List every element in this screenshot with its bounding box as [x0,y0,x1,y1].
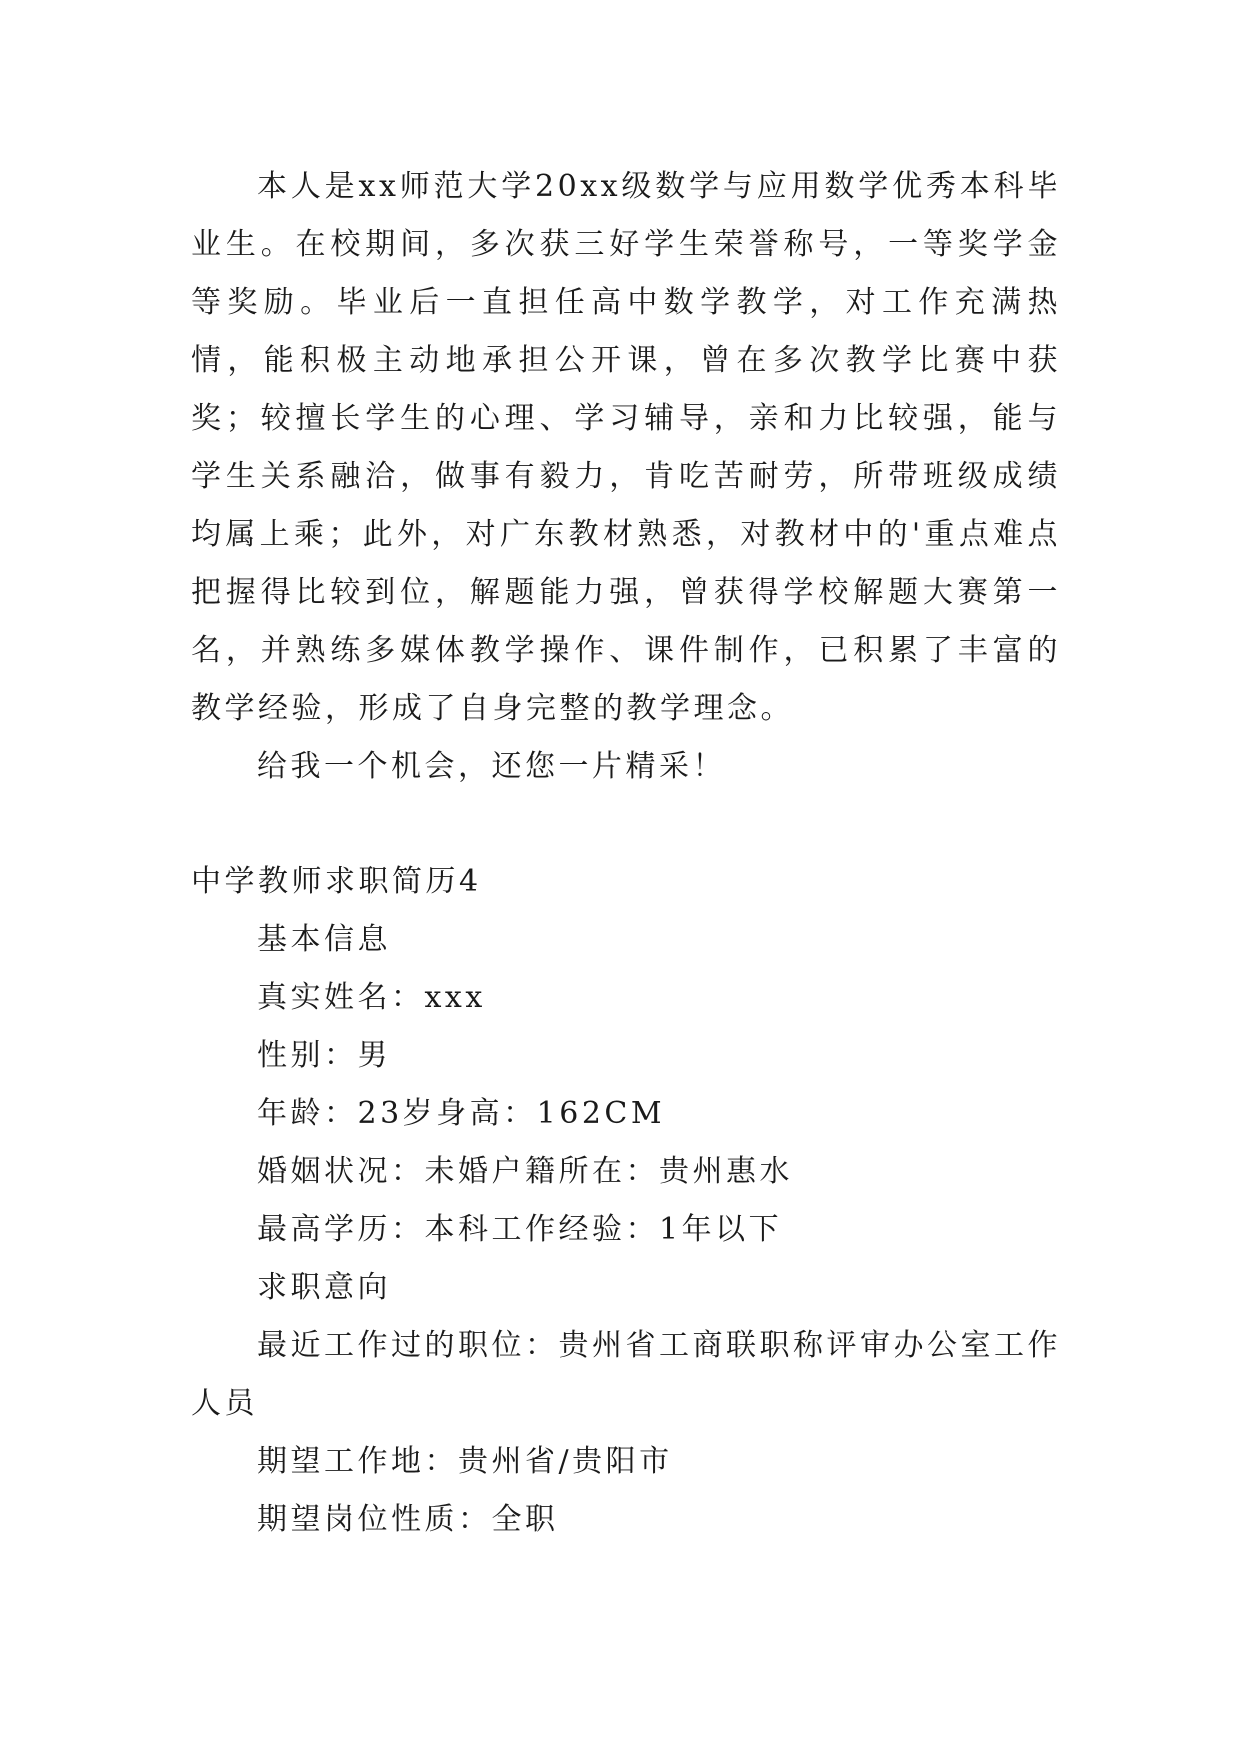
closing-line: 给我一个机会，还您一片精采！ [257,749,726,784]
intro-paragraph: 本人是xx师范大学20xx级数学与应用数学优秀本科毕业生。在校期间，多次获三好学生荣誉称号，一等奖学金等奖励。毕业后一直担任高中数学教学，对工作充满热情，能积极主动地承担公开课，曾在多次教学比赛中获奖；较擅长学生的心理、学习辅导，亲和力比较强，能与学生关系融洽，做事有毅力，肯吃苦耐劳，所带班级成绩均属上乘；此外，对广东教材熟悉，对教材中的'重点难点把握得比较到位，解题能力强，曾获得学校解题大赛第一名，并熟练多媒体教学操作、课件制作，已积累了丰富的教学经验，形成了自身完整的教学理念。 [191,169,1061,726]
name-line: 真实姓名：xxx [257,980,486,1015]
gender-line: 性别：男 [257,1038,391,1073]
intro-section [191,158,1061,796]
job-intention-heading: 求职意向 [257,1270,391,1305]
expected-job-type-line: 期望岗位性质：全职 [257,1502,559,1537]
basic-info-heading: 基本信息 [257,922,391,957]
section-title: 中学教师求职简历4 [191,864,482,899]
education-experience-line: 最高学历：本科工作经验：1年以下 [257,1212,783,1247]
marital-hukou-line: 婚姻状况：未婚户籍所在：贵州惠水 [257,1154,793,1189]
age-height-line: 年龄：23岁身高：162CM [257,1096,666,1131]
expected-location-line: 期望工作地：贵州省/贵阳市 [257,1444,673,1479]
resume-info [191,911,1061,1549]
recent-position-line: 最近工作过的职位：贵州省工商联职称评审办公室工作人员 [191,1328,1061,1421]
